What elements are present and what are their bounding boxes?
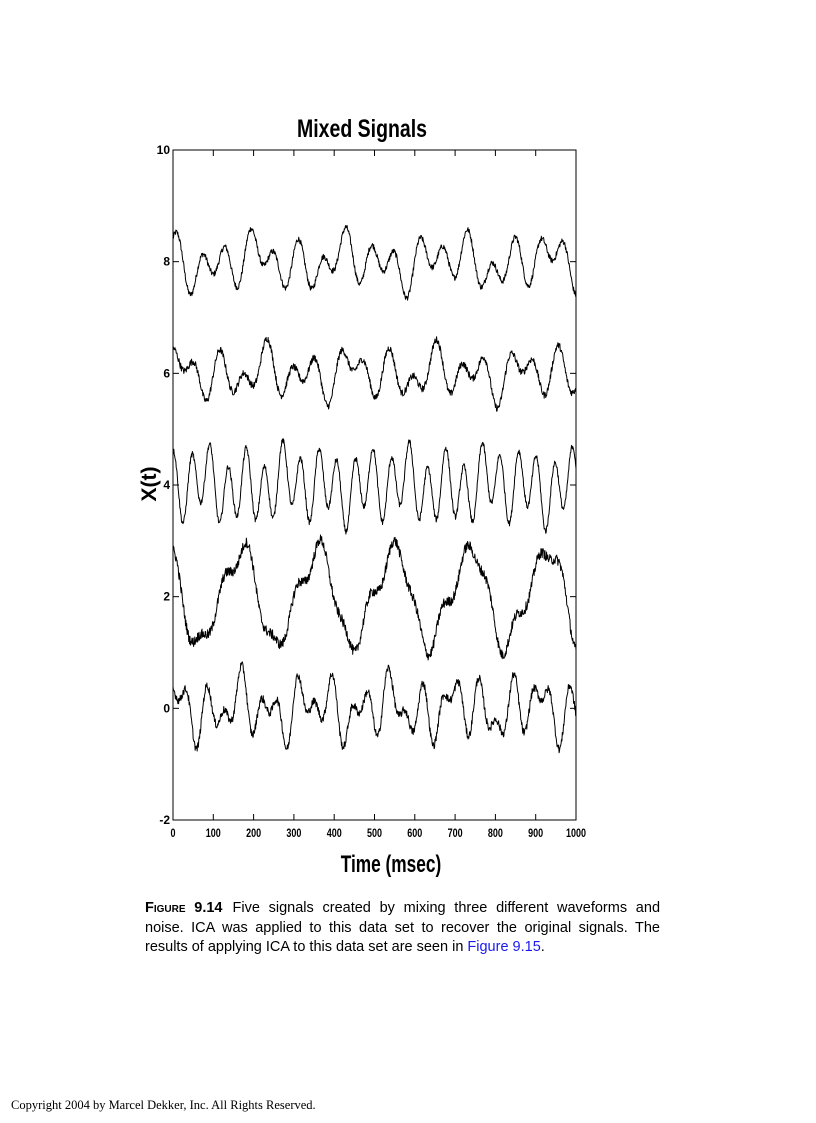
caption-figure-link[interactable]: Figure 9.15 [467,939,541,955]
caption-text: Five signals created by mixing three different waveforms and noise. ICA was applied to this data set to recover the original signals. The results of applying ICA to this data set are seen in [145,900,661,955]
x-tick-label: 100 [205,826,221,841]
caption-figure-label: Figure 9.14 [145,900,223,916]
y-tick-label: 0 [163,701,170,716]
x-tick-label: 500 [366,826,383,841]
y-tick-label: 10 [156,143,170,157]
x-tick-label: 200 [246,826,262,841]
signal-line-1 [173,226,576,301]
x-tick-label: 1000 [565,826,587,841]
y-tick-label: -2 [159,813,170,827]
signal-line-5 [173,662,576,753]
y-tick-label: 8 [163,254,170,269]
series-layer [173,226,576,753]
chart-title: Mixed Signals [297,114,427,143]
x-tick-label: 0 [170,826,176,841]
x-axis-label: Time (msec) [340,851,442,878]
signal-line-4 [173,535,576,660]
y-axis-label: X(t) [138,466,161,502]
signal-line-3 [173,439,576,534]
copyright-footer: Copyright 2004 by Marcel Dekker, Inc. All Rights Reserved. [11,1098,316,1112]
y-tick-label: 2 [163,589,170,604]
x-tick-label: 800 [487,826,503,841]
x-tick-label: 900 [528,826,544,841]
figure-caption [145,899,660,958]
x-tick-label: 400 [326,826,342,841]
caption-end: . [540,939,545,955]
y-tick-label: 4 [163,478,170,492]
x-tick-label: 600 [407,826,423,841]
x-tick-label: 300 [286,826,302,841]
y-tick-label: 6 [163,366,170,381]
signal-line-2 [173,337,576,412]
x-tick-label: 700 [447,826,463,841]
